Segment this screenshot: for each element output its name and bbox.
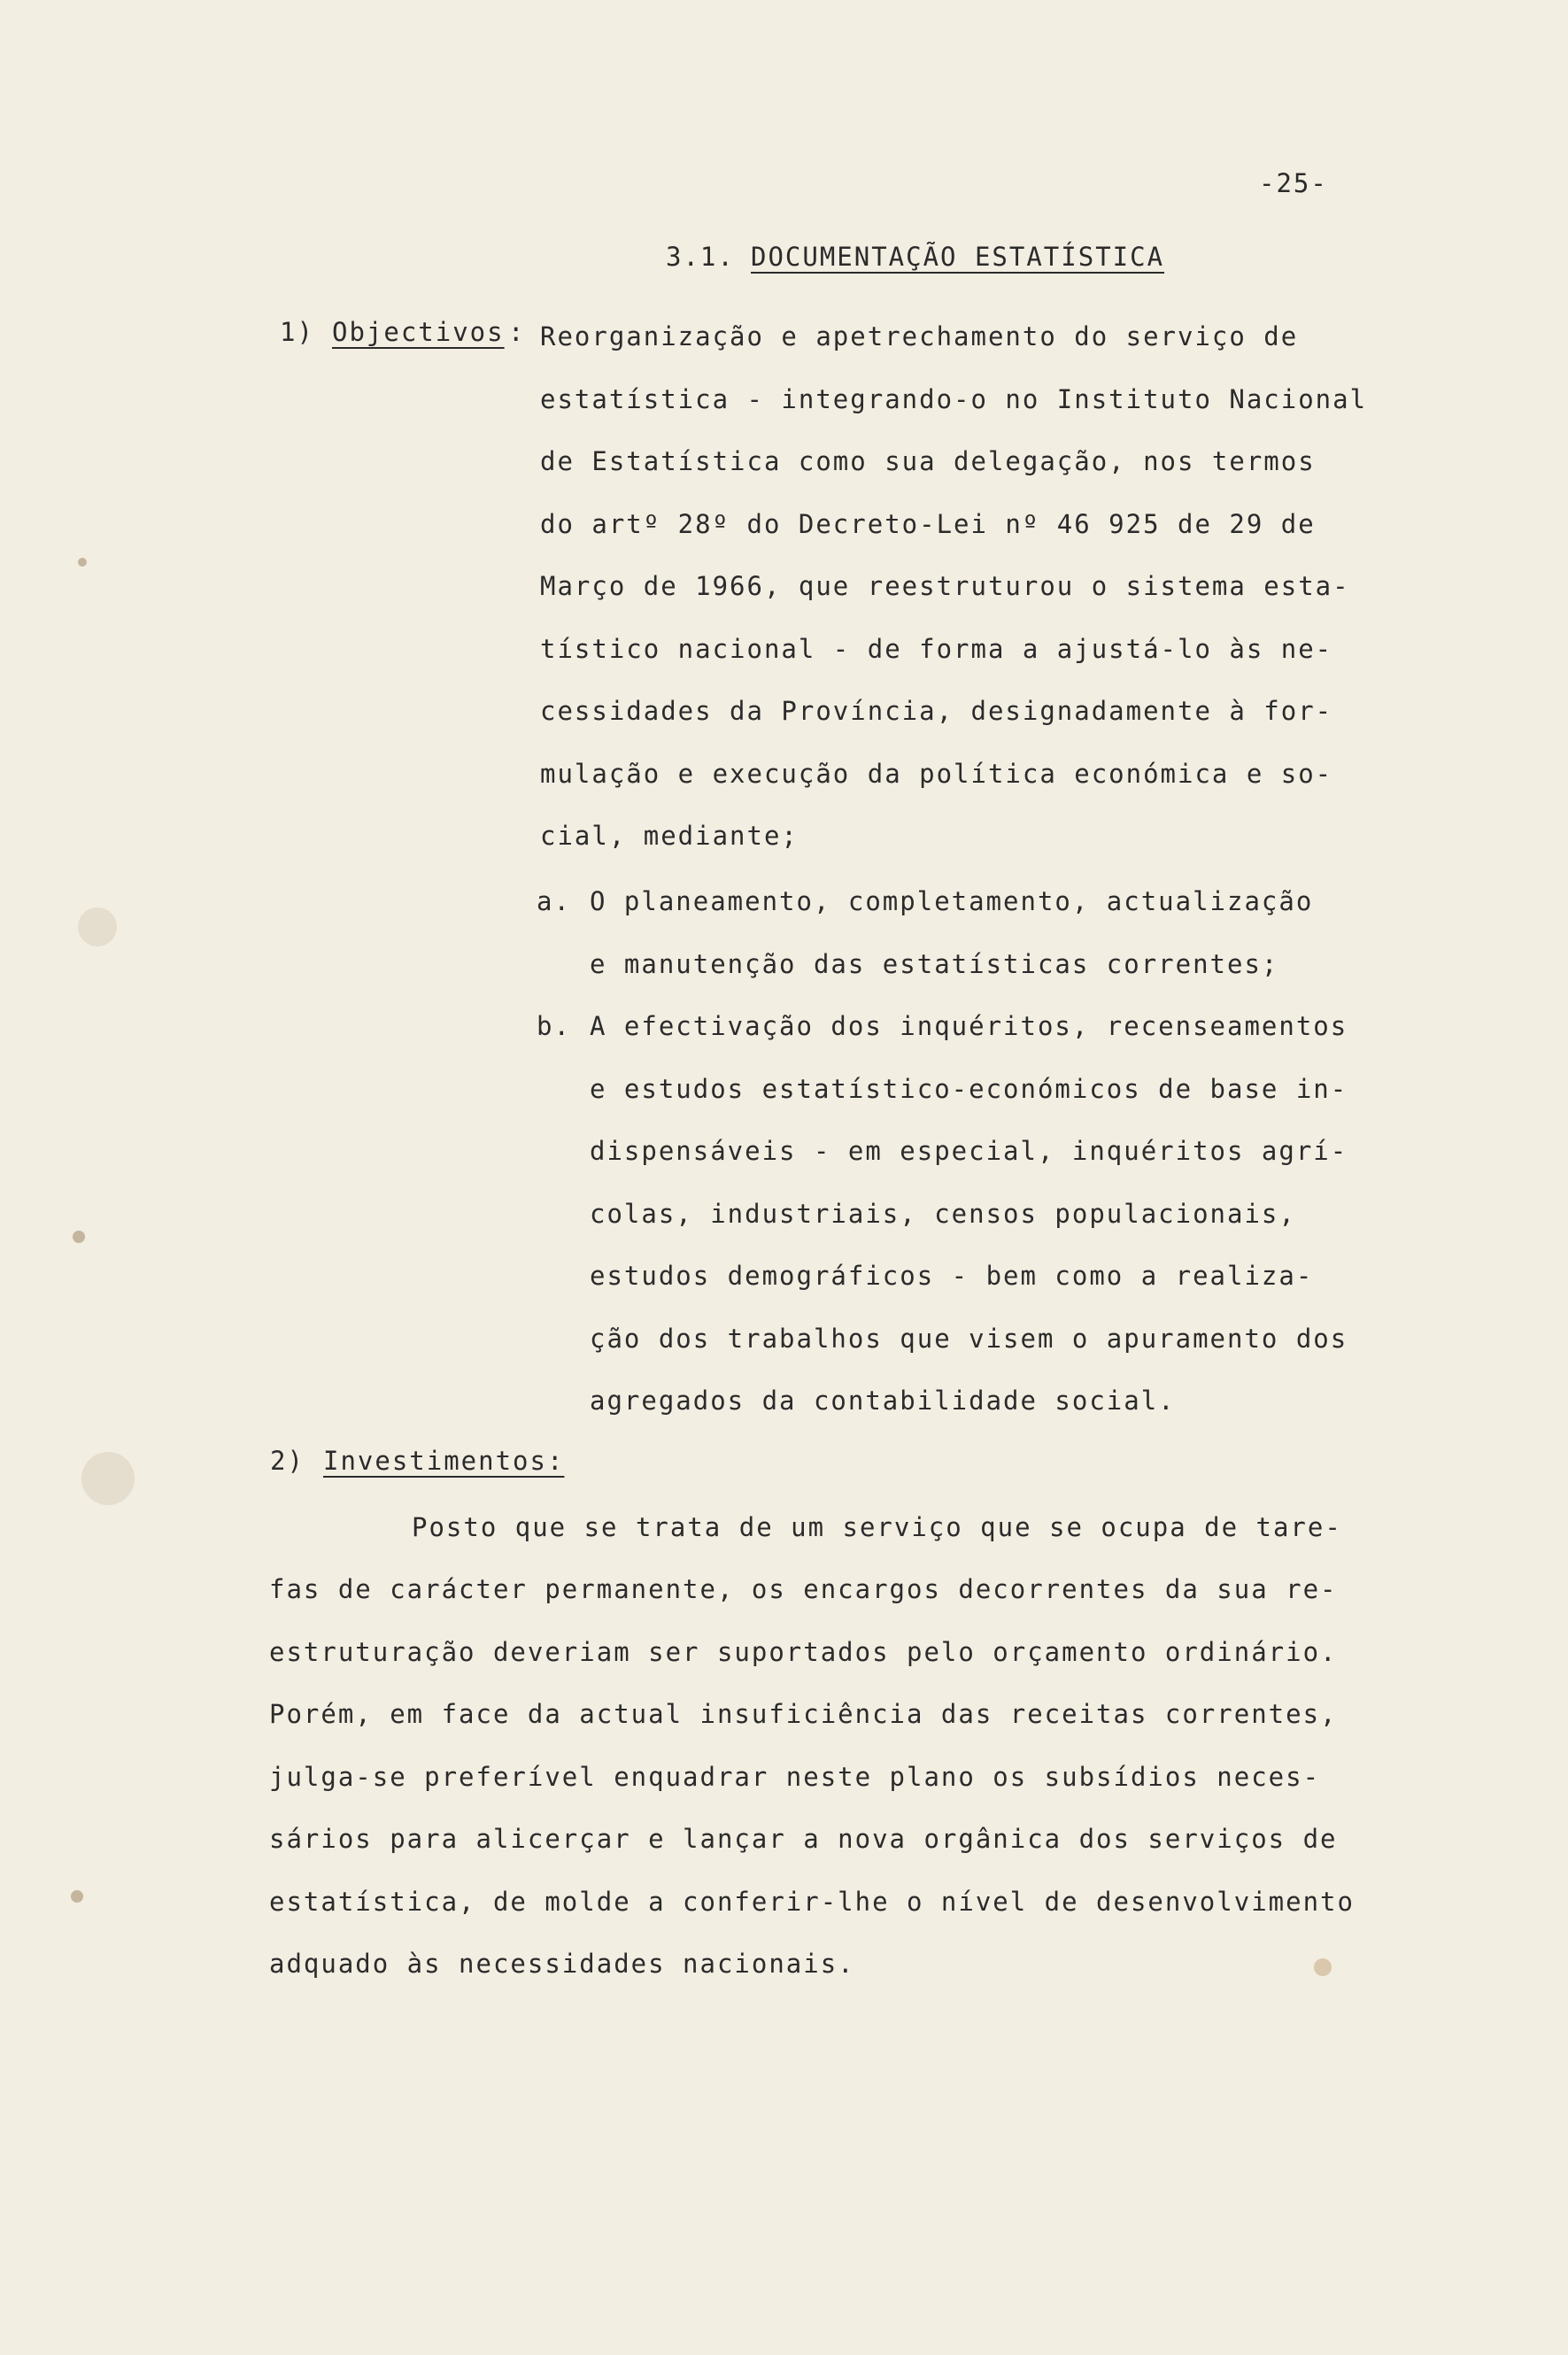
item-b-marker: b. — [537, 1011, 571, 1041]
objectives-colon: : — [508, 317, 526, 347]
investments-number: 2) — [270, 1446, 305, 1476]
item-b-text-line: colas, industriais, censos populacionais, — [590, 1199, 1296, 1229]
section-title: DOCUMENTAÇÃO ESTATÍSTICA — [751, 242, 1165, 272]
objectives-label: Objectivos — [332, 317, 505, 347]
paper-stain — [1314, 1958, 1332, 1976]
investments-text-line: estatística, de molde a conferir-lhe o nível de desenvolvimento — [269, 1887, 1355, 1917]
item-a-text-line: e manutenção das estatísticas correntes; — [590, 949, 1279, 979]
item-b-text-line: ção dos trabalhos que visem o apuramento dos — [590, 1324, 1348, 1354]
objectives-number: 1) — [280, 317, 314, 347]
investments-text-line: estruturação deveriam ser suportados pelo orçamento ordinário. — [269, 1637, 1338, 1667]
paper-stain — [78, 558, 87, 567]
objectives-text-line: estatística - integrando-o no Instituto Nacional — [540, 384, 1368, 414]
paper-stain — [73, 1231, 85, 1243]
paper-stain — [81, 1452, 135, 1505]
item-b-text-line: e estudos estatístico-económicos de base in- — [590, 1074, 1348, 1104]
item-a-marker: a. — [537, 886, 571, 916]
objectives-text-line: tístico nacional - de forma a ajustá-lo às ne- — [540, 634, 1333, 664]
investments-label: Investimentos: — [323, 1446, 565, 1476]
item-b-text-line: dispensáveis - em especial, inquéritos agrí- — [590, 1136, 1348, 1166]
item-b-text-line: estudos demográficos - bem como a realiza- — [590, 1261, 1314, 1291]
objectives-text-line: Março de 1966, que reestruturou o sistema esta- — [540, 571, 1350, 601]
investments-text-line: adquado às necessidades nacionais. — [269, 1949, 855, 1979]
page-number: -25- — [1259, 168, 1328, 198]
paper-stain — [71, 1890, 83, 1903]
objectives-text-line: cial, mediante; — [540, 821, 799, 851]
investments-text-line: sários para alicerçar e lançar a nova orgânica dos serviços de — [269, 1824, 1338, 1854]
item-b-text-line: agregados da contabilidade social. — [590, 1386, 1176, 1416]
objectives-text-line: de Estatística como sua delegação, nos termos — [540, 446, 1316, 476]
objectives-text-line: Reorganização e apetrechamento do serviço de — [540, 321, 1299, 351]
item-b-text-line: A efectivação dos inquéritos, recenseamentos — [590, 1011, 1348, 1041]
investments-text-line: fas de carácter permanente, os encargos decorrentes da sua re- — [269, 1574, 1338, 1604]
objectives-text-line: mulação e execução da política económica e so- — [540, 759, 1333, 789]
investments-text-line: Posto que se trata de um serviço que se ocupa de tare- — [412, 1512, 1342, 1542]
objectives-text-line: cessidades da Província, designadamente à for- — [540, 696, 1333, 726]
paper-stain — [78, 907, 117, 946]
item-a-text-line: O planeamento, completamento, actualização — [590, 886, 1314, 916]
investments-text-line: Porém, em face da actual insuficiência das receitas correntes, — [269, 1699, 1338, 1729]
investments-text-line: julga-se preferível enquadrar neste plano os subsídios neces- — [269, 1762, 1321, 1792]
section-number: 3.1. — [666, 242, 735, 272]
objectives-text-line: do artº 28º do Decreto-Lei nº 46 925 de 29 de — [540, 509, 1316, 539]
